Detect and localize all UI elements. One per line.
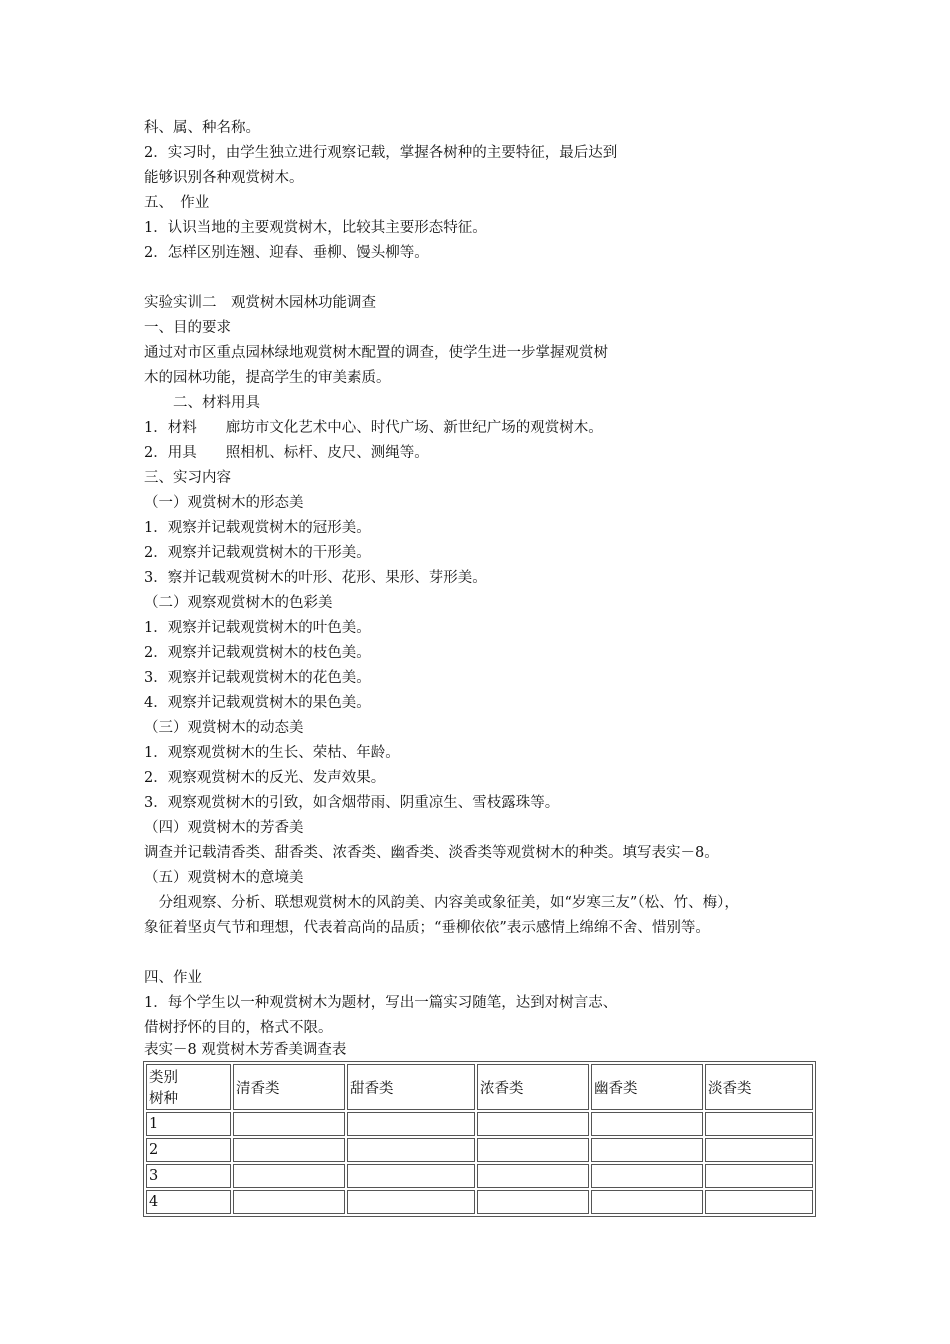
table-row — [146, 1138, 813, 1162]
table-header-cell: 清香类 — [233, 1064, 345, 1110]
section-heading: 四、作业 — [144, 970, 202, 986]
corner-label-category: 类别 — [149, 1070, 178, 1086]
text-line: 1．每个学生以一种观赏树木为题材，写出一篇实习随笔，达到对树言志、 — [144, 995, 618, 1011]
subsection-heading: （二）观察观赏树木的色彩美 — [144, 595, 333, 611]
subsection-heading: （四）观赏树木的芳香美 — [144, 820, 304, 836]
text-line: 木的园林功能，提高学生的审美素质。 — [144, 370, 391, 386]
table-caption: 表实－8 观赏树木芳香美调查表 — [144, 1042, 347, 1058]
table-header-cell: 浓香类 — [477, 1064, 589, 1110]
text-line: 1．认识当地的主要观赏树木，比较其主要形态特征。 — [144, 220, 487, 236]
text-line: 通过对市区重点园林绿地观赏树木配置的调查，使学生进一步掌握观赏树 — [144, 345, 608, 361]
row-label-cell: 2 — [146, 1138, 231, 1162]
table-cell — [705, 1112, 813, 1136]
section-heading: 三、实习内容 — [144, 470, 231, 486]
corner-label-species: 树种 — [149, 1091, 178, 1107]
table-header-cell: 淡香类 — [705, 1064, 813, 1110]
table-cell — [705, 1138, 813, 1162]
table-row — [146, 1190, 813, 1214]
table-header-cell: 幽香类 — [591, 1064, 703, 1110]
table-cell — [477, 1190, 589, 1214]
table-cell — [233, 1164, 345, 1188]
table-cell — [591, 1112, 703, 1136]
text-line: 科、属、种名称。 — [144, 120, 260, 136]
section-heading: 五、 作业 — [144, 195, 210, 211]
table-cell — [347, 1138, 475, 1162]
table-cell — [477, 1112, 589, 1136]
text-line: 借树抒怀的目的，格式不限。 — [144, 1020, 333, 1036]
table-cell — [347, 1112, 475, 1136]
table-corner-cell — [146, 1064, 231, 1110]
table-row — [146, 1164, 813, 1188]
subsection-heading: （三）观赏树木的动态美 — [144, 720, 304, 736]
table-cell — [591, 1190, 703, 1214]
subsection-heading: （一）观赏树木的形态美 — [144, 495, 304, 511]
text-line: 3．观察并记载观赏树木的花色美。 — [144, 670, 371, 686]
text-line: 调查并记载清香类、甜香类、浓香类、幽香类、淡香类等观赏树木的种类。填写表实－8。 — [144, 845, 719, 861]
text-line: 3．观察观赏树木的引致，如含烟带雨、阴重凉生、雪枝露珠等。 — [144, 795, 560, 811]
text-line: 1．观察并记载观赏树木的叶色美。 — [144, 620, 371, 636]
row-label-cell: 4 — [146, 1190, 231, 1214]
text-line: 3．察并记载观赏树木的叶形、花形、果形、芽形美。 — [144, 570, 487, 586]
table-cell — [233, 1138, 345, 1162]
table-row — [146, 1112, 813, 1136]
table-header-cell: 甜香类 — [347, 1064, 475, 1110]
text-line: 2．观察观赏树木的反光、发声效果。 — [144, 770, 386, 786]
table-cell — [591, 1138, 703, 1162]
table-cell — [477, 1138, 589, 1162]
text-line: 2．实习时，由学生独立进行观察记载，掌握各树种的主要特征，最后达到 — [144, 145, 618, 161]
text-line: 象征着坚贞气节和理想，代表着高尚的品质；“垂柳依依”表示感情上绵绵不舍、惜别等。 — [144, 920, 710, 936]
text-line: 2．怎样区别连翘、迎春、垂柳、馒头柳等。 — [144, 245, 429, 261]
text-line: 1．观察并记载观赏树木的冠形美。 — [144, 520, 371, 536]
text-line: 4．观察并记载观赏树木的果色美。 — [144, 695, 371, 711]
text-line: 2．用具 照相机、标杆、皮尺、测绳等。 — [144, 445, 429, 461]
table-cell — [591, 1164, 703, 1188]
experiment-title: 实验实训二 观赏树木园林功能调查 — [144, 295, 376, 311]
text-line: 2．观察并记载观赏树木的枝色美。 — [144, 645, 371, 661]
table-cell — [705, 1190, 813, 1214]
row-label-cell: 3 — [146, 1164, 231, 1188]
text-line: 能够识别各种观赏树木。 — [144, 170, 304, 186]
table-cell — [233, 1112, 345, 1136]
text-line: 分组观察、分析、联想观赏树木的风韵美、内容美或象征美，如“岁寒三友”（松、竹、梅）， — [144, 895, 739, 911]
row-label-cell: 1 — [146, 1112, 231, 1136]
text-line: 1．观察观赏树木的生长、荣枯、年龄。 — [144, 745, 400, 761]
fragrance-survey-table — [143, 1061, 816, 1217]
table-cell — [347, 1164, 475, 1188]
table-cell — [477, 1164, 589, 1188]
table-cell — [233, 1190, 345, 1214]
subsection-heading: （五）观赏树木的意境美 — [144, 870, 304, 886]
section-heading: 二、材料用具 — [144, 395, 260, 411]
section-heading: 一、目的要求 — [144, 320, 231, 336]
table-header-row — [146, 1064, 813, 1110]
text-line: 2．观察并记载观赏树木的干形美。 — [144, 545, 371, 561]
text-line: 1．材料 廊坊市文化艺术中心、时代广场、新世纪广场的观赏树木。 — [144, 420, 603, 436]
table-cell — [705, 1164, 813, 1188]
table-cell — [347, 1190, 475, 1214]
